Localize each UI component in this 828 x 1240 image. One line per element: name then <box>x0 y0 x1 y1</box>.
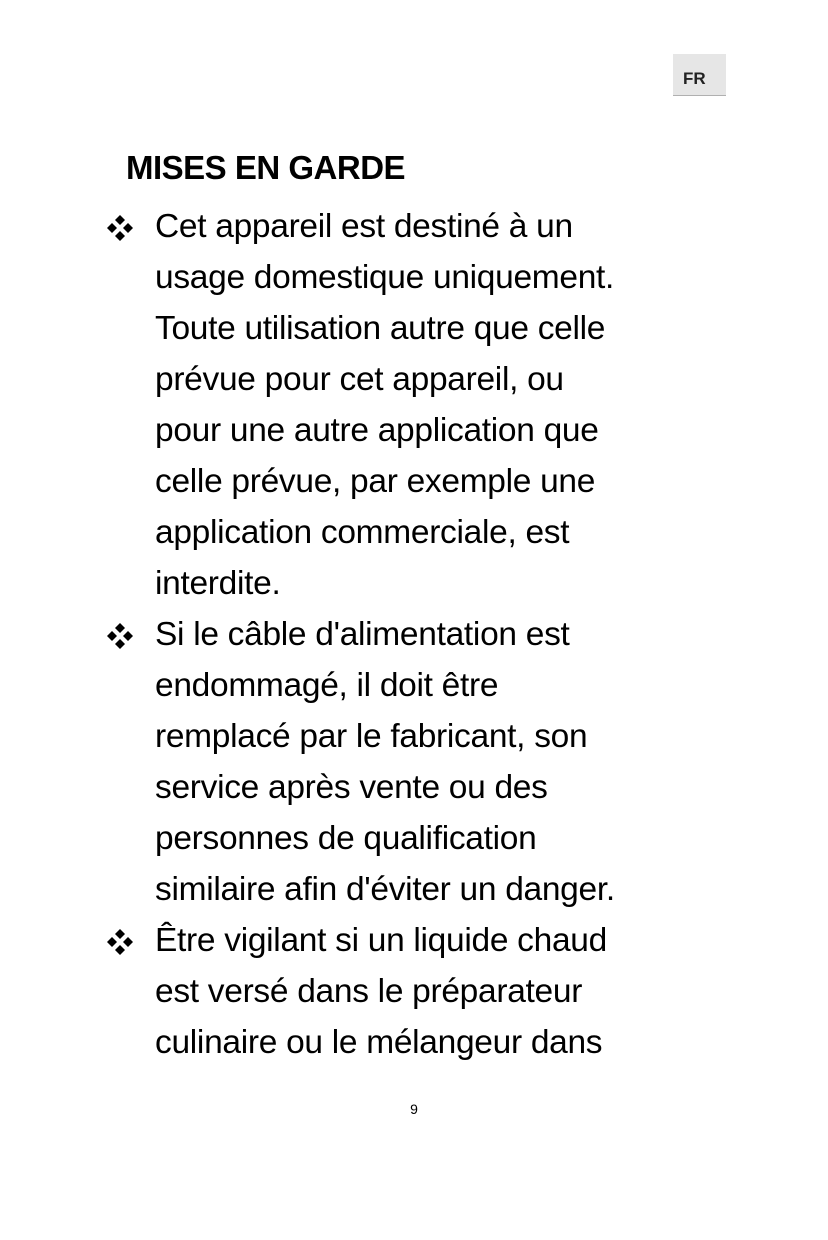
warning-text-line: prévue pour cet appareil, ou <box>155 361 564 398</box>
diamond-four-icon <box>106 622 134 650</box>
warning-text-line: interdite. <box>155 565 281 602</box>
warning-text-line: culinaire ou le mélangeur dans <box>155 1024 603 1061</box>
warning-list <box>104 201 714 1068</box>
warning-text-line: est versé dans le préparateur <box>155 973 583 1010</box>
warning-text-line: usage domestique uniquement. <box>155 259 615 296</box>
section-title: MISES EN GARDE <box>126 149 406 186</box>
warning-text-line: celle prévue, par exemple une <box>155 463 596 500</box>
warning-text-line: pour une autre application que <box>155 412 599 449</box>
warning-text-line: application commerciale, est <box>155 514 570 551</box>
warning-text-line: service après vente ou des <box>155 769 548 806</box>
warning-text-line: Toute utilisation autre que celle <box>155 310 606 347</box>
language-badge <box>673 54 726 96</box>
diamond-four-icon <box>106 214 134 242</box>
warning-text-line: Si le câble d'alimentation est <box>155 616 570 653</box>
page-number: 9 <box>410 1101 418 1117</box>
warning-text-line: Être vigilant si un liquide chaud <box>155 922 607 959</box>
warning-item <box>104 201 714 609</box>
warning-item <box>104 915 714 1068</box>
diamond-four-icon <box>106 928 134 956</box>
warning-text-line: similaire afin d'éviter un danger. <box>155 871 615 908</box>
warning-text-line: endommagé, il doit être <box>155 667 499 704</box>
language-code: FR <box>683 69 706 88</box>
warning-text-line: Cet appareil est destiné à un <box>155 208 573 245</box>
warning-text-line: personnes de qualification <box>155 820 537 857</box>
warning-text-line: remplacé par le fabricant, son <box>155 718 588 755</box>
warning-item <box>104 609 714 915</box>
